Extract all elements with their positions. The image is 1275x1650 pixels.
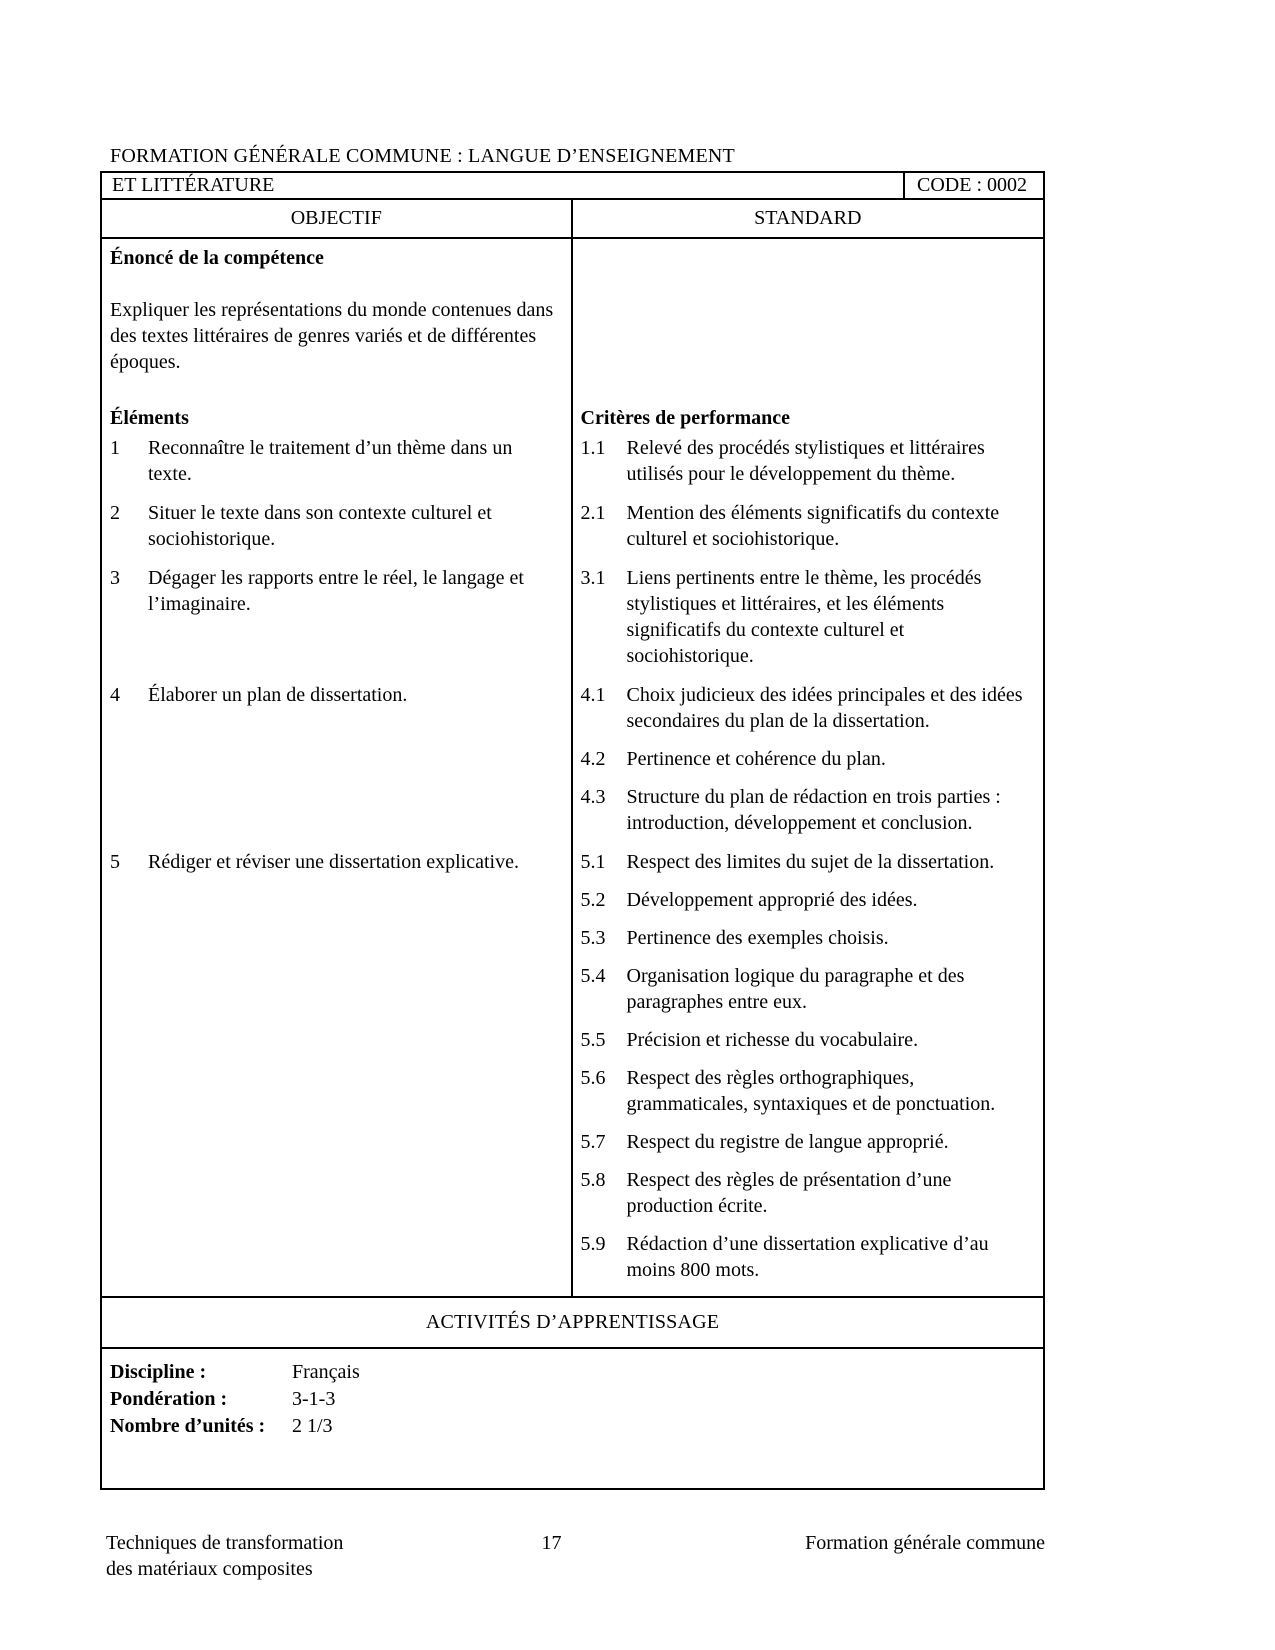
column-header-objectif: OBJECTIF [102, 200, 573, 237]
criterion-number: 4.2 [580, 748, 606, 770]
element-number: 5 [110, 851, 120, 873]
criterion-text: Développement approprié des idées. [626, 889, 918, 911]
element-number: 3 [110, 567, 120, 589]
criterion-number: 5.6 [580, 1067, 606, 1089]
element-text: Situer le texte dans son contexte culturel et sociohistorique. [148, 502, 492, 550]
table-body [102, 239, 1043, 1298]
criterion-text: Relevé des procédés stylistiques et littéraires utilisés pour le développement du thème. [626, 437, 985, 485]
competency-table [100, 171, 1045, 1490]
criterion-item-5-7 [581, 1129, 1032, 1155]
header-band [102, 173, 1043, 200]
criterion-item-4-3 [581, 784, 1032, 836]
criterion-text: Liens pertinents entre le thème, les procédés stylistiques et littéraires, et les éléments significatifs du contexte culturel et sociohistorique. [626, 567, 982, 667]
element-text: Élaborer un plan de dissertation. [148, 684, 408, 706]
criterion-number: 3.1 [580, 567, 606, 589]
criterion-item-5-5 [581, 1027, 1032, 1053]
element-item-4 [110, 682, 555, 708]
criterion-text: Précision et richesse du vocabulaire. [626, 1029, 919, 1051]
criterion-item-4-2 [581, 746, 1032, 772]
criterion-number: 5.5 [580, 1029, 606, 1051]
unites-value: 2 1/3 [292, 1415, 333, 1437]
criteres-heading: Critères de performance [580, 407, 791, 429]
element-text: Dégager les rapports entre le réel, le langage et l’imaginaire. [148, 567, 524, 615]
criterion-number: 5.1 [580, 851, 606, 873]
criterion-item-5-1 [581, 849, 1032, 875]
unites-label: Nombre d’unités : [110, 1415, 266, 1437]
standard-empty-cell [573, 239, 1044, 405]
activities-heading: ACTIVITÉS D’APPRENTISSAGE [102, 1298, 1043, 1349]
page-footer [100, 1530, 1045, 1582]
standard-cell-3 [573, 565, 1044, 682]
criterion-text: Respect du registre de langue approprié. [626, 1131, 949, 1153]
criterion-number: 5.2 [580, 889, 606, 911]
page-number: 17 [541, 1532, 562, 1554]
element-number: 2 [110, 502, 120, 524]
elements-heading-cell [102, 405, 573, 435]
criterion-number: 5.3 [580, 927, 606, 949]
code-label: CODE : 0002 [903, 173, 1043, 198]
criterion-item-5-3 [581, 925, 1032, 951]
element-text: Reconnaître le traitement d’un thème dans un texte. [148, 437, 513, 485]
element-item-2 [110, 500, 555, 552]
criterion-text: Respect des règles orthographiques, grammaticales, syntaxiques et de ponctuation. [626, 1067, 996, 1115]
footer-left [106, 1530, 566, 1582]
criterion-text: Respect des limites du sujet de la dissertation. [626, 851, 995, 873]
criterion-text: Respect des règles de présentation d’une production écrite. [626, 1169, 952, 1217]
standard-cell-1 [573, 435, 1044, 500]
criterion-item-5-9 [581, 1231, 1032, 1283]
criterion-number: 1.1 [580, 437, 606, 459]
objectif-cell-1 [102, 435, 573, 500]
page-title: FORMATION GÉNÉRALE COMMUNE : LANGUE D’ENSEIGNEMENT [110, 145, 735, 167]
unites-row [110, 1413, 1043, 1440]
footer-right: Formation générale commune [805, 1532, 1045, 1554]
criterion-number: 5.8 [580, 1169, 606, 1191]
criterion-text: Mention des éléments significatifs du contexte culturel et sociohistorique. [626, 502, 1000, 550]
standard-cell-5 [573, 849, 1044, 1296]
element-number: 4 [110, 684, 120, 706]
criterion-number: 5.7 [580, 1131, 606, 1153]
criterion-number: 2.1 [580, 502, 606, 524]
criterion-text: Pertinence et cohérence du plan. [626, 748, 886, 770]
criterion-item-5-4 [581, 963, 1032, 1015]
objectif-cell-2 [102, 500, 573, 565]
criterion-text: Structure du plan de rédaction en trois parties : introduction, développement et conclusion. [626, 786, 1001, 834]
enonce-text: Expliquer les représentations du monde contenues dans des textes littéraires de genres variés et de différentes époques. [110, 299, 554, 373]
table-header-row [102, 200, 1043, 239]
footer-left-line2: des matériaux composites [106, 1558, 313, 1580]
discipline-value: Français [292, 1361, 360, 1383]
discipline-row [110, 1359, 1043, 1386]
criterion-number: 4.1 [580, 684, 606, 706]
criterion-text: Organisation logique du paragraphe et des paragraphes entre eux. [626, 965, 965, 1013]
criterion-item-4-1 [581, 682, 1032, 734]
criterion-number: 5.9 [580, 1233, 606, 1255]
criterion-number: 5.4 [580, 965, 606, 987]
element-item-3 [110, 565, 555, 617]
criteres-heading-cell [573, 405, 1044, 435]
discipline-label: Discipline : [110, 1361, 207, 1383]
objectif-cell-5 [102, 849, 573, 1296]
criterion-item-2-1 [581, 500, 1032, 552]
column-header-standard: STANDARD [754, 207, 862, 229]
criterion-item-1-1 [581, 435, 1032, 487]
standard-cell-2 [573, 500, 1044, 565]
standard-cell-4 [573, 682, 1044, 849]
elements-heading: Éléments [110, 407, 189, 429]
ponderation-value: 3-1-3 [292, 1388, 336, 1410]
enonce-heading: Énoncé de la compétence [110, 247, 324, 269]
ponderation-label: Pondération : [110, 1388, 228, 1410]
element-number: 1 [110, 437, 120, 459]
footer-left-line1: Techniques de transformation [106, 1532, 344, 1554]
objectif-cell-4 [102, 682, 573, 849]
element-text: Rédiger et réviser une dissertation explicative. [148, 851, 519, 873]
document-content [100, 145, 1045, 1582]
criterion-item-5-2 [581, 887, 1032, 913]
criterion-text: Pertinence des exemples choisis. [626, 927, 889, 949]
element-item-5 [110, 849, 555, 875]
criterion-number: 4.3 [580, 786, 606, 808]
objectif-cell-3 [102, 565, 573, 682]
criterion-text: Rédaction d’une dissertation explicative d’au moins 800 mots. [626, 1233, 989, 1281]
title-line2: ET LITTÉRATURE [112, 174, 275, 196]
criterion-text: Choix judicieux des idées principales et des idées secondaires du plan de la dissertation. [626, 684, 1023, 732]
criterion-item-3-1 [581, 565, 1032, 669]
enonce-cell [102, 239, 573, 405]
criterion-item-5-6 [581, 1065, 1032, 1117]
element-item-1 [110, 435, 555, 487]
discipline-box [102, 1349, 1043, 1488]
criterion-item-5-8 [581, 1167, 1032, 1219]
ponderation-row [110, 1386, 1043, 1413]
